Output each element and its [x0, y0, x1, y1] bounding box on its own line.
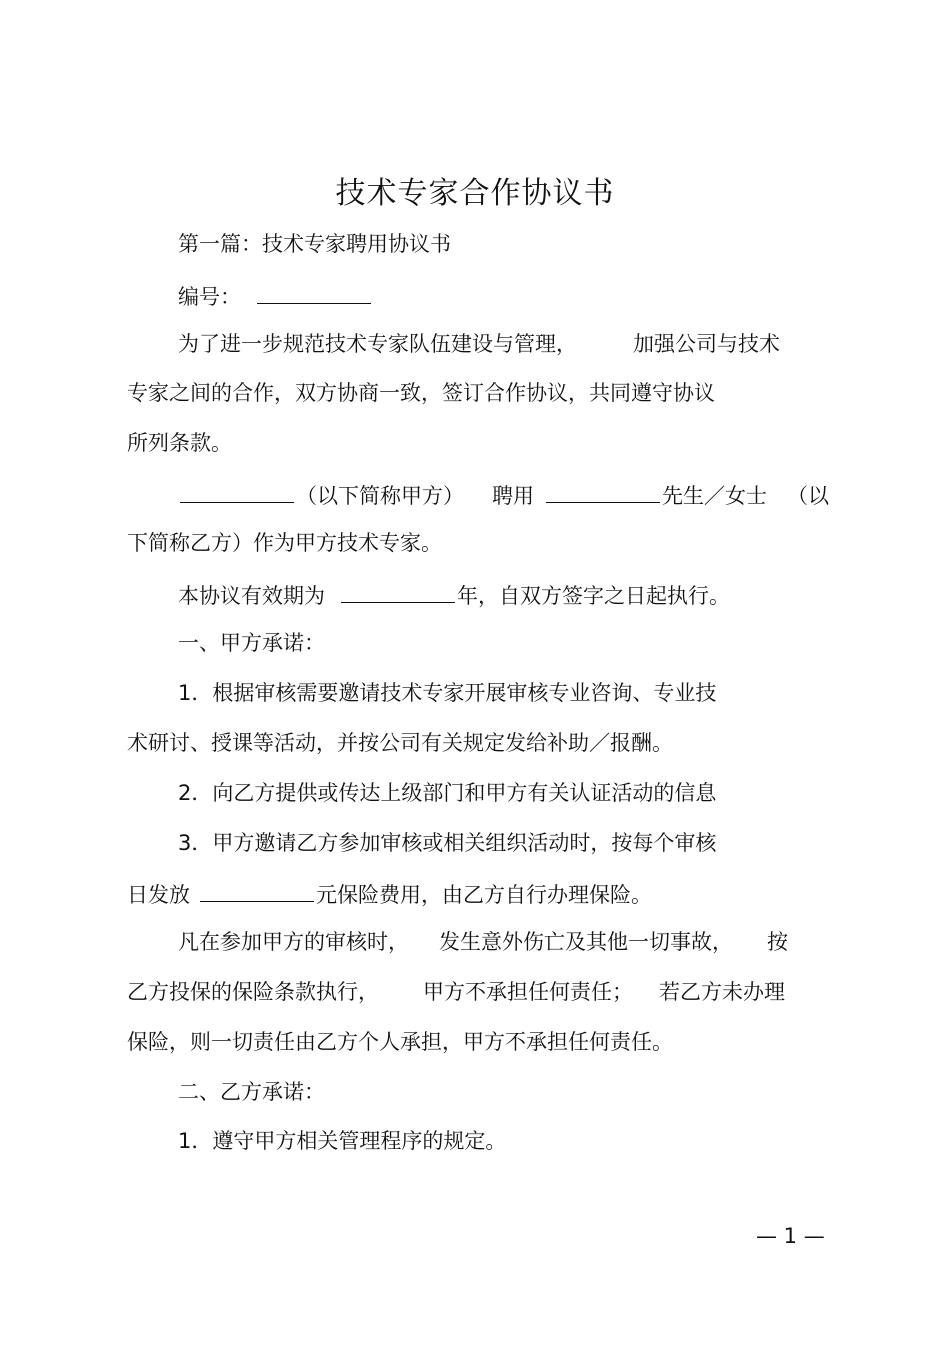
- section-1-item-1-line-2: 术研讨、授课等活动，并按公司有关规定发给补助／报酬。: [127, 731, 673, 755]
- parties-line-2: 下简称乙方）作为甲方技术专家。: [127, 531, 442, 555]
- section-2-heading: 二、乙方承诺：: [178, 1080, 325, 1104]
- item-3-post: 元保险费用，由乙方自行办理保险。: [316, 883, 652, 907]
- party-b-blank: [546, 478, 660, 503]
- accident-line-3: 保险，则一切责任由乙方个人承担，甲方不承担任何责任。: [127, 1030, 673, 1054]
- intro-line-3: 所列条款。: [127, 431, 232, 455]
- section-1-item-3-line-1: 3．甲方邀请乙方参加审核或相关组织活动时，按每个审核: [178, 831, 717, 855]
- party-b-text-2: （以: [787, 484, 829, 508]
- section-1-item-3-line-2: [127, 877, 652, 910]
- party-b-text: 先生／女士: [662, 484, 767, 508]
- section-1-heading: 一、甲方承诺：: [178, 631, 325, 655]
- party-a-text: （以下简称甲方）: [296, 484, 464, 508]
- section-2-item-1: 1．遵守甲方相关管理程序的规定。: [178, 1129, 507, 1153]
- accident-text-1b: 发生意外伤亡及其他一切事故，: [439, 930, 733, 954]
- validity-pre: 本协议有效期为: [178, 584, 325, 608]
- number-line: [178, 279, 373, 312]
- parties-line-1: [178, 478, 829, 511]
- accident-line-1: [178, 927, 788, 957]
- document-title: 技术专家合作协议书: [335, 176, 615, 211]
- number-blank: [257, 279, 371, 304]
- validity-blank: [341, 578, 455, 603]
- hire-text: 聘用: [492, 484, 534, 508]
- intro-line-2: 专家之间的合作，双方协商一致，签订合作协议，共同遵守协议: [127, 381, 715, 405]
- item-3-pre: 日发放: [127, 883, 190, 907]
- intro-text-1b: 加强公司与技术: [633, 332, 780, 356]
- validity-post: 年，自双方签字之日起执行。: [457, 584, 730, 608]
- page-number: — 1 —: [756, 1224, 825, 1248]
- section-1-item-2: 2．向乙方提供或传达上级部门和甲方有关认证活动的信息: [178, 781, 717, 805]
- accident-text-2a: 乙方投保的保险条款执行，: [127, 980, 379, 1004]
- validity-line: [178, 578, 730, 611]
- subtitle: 第一篇：技术专家聘用协议书: [178, 232, 451, 256]
- party-a-blank: [180, 478, 294, 503]
- accident-text-2c: 若乙方未办理: [659, 980, 785, 1004]
- accident-text-1a: 凡在参加甲方的审核时，: [178, 930, 409, 954]
- accident-text-2b: 甲方不承担任何责任；: [423, 980, 633, 1004]
- number-label: 编号：: [178, 285, 241, 309]
- intro-line-1: [178, 329, 780, 359]
- accident-line-2: [127, 977, 785, 1007]
- insurance-amount-blank: [200, 877, 314, 902]
- accident-text-1c: 按: [767, 930, 788, 954]
- section-1-item-1-line-1: 1．根据审核需要邀请技术专家开展审核专业咨询、专业技: [178, 681, 717, 705]
- intro-text-1a: 为了进一步规范技术专家队伍建设与管理，: [178, 332, 577, 356]
